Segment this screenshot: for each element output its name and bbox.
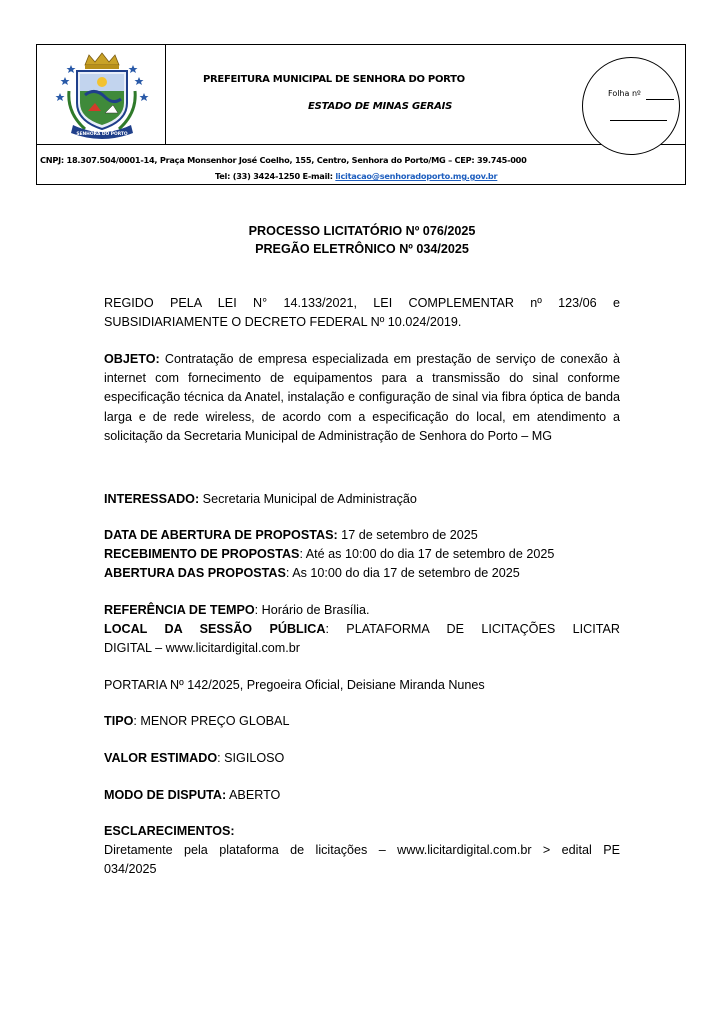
phone-text: Tel: (33) 3424-1250 E-mail: [215,171,336,181]
regido-line-1: REGIDO PELA LEI N° 14.133/2021, LEI COMPLEMENTAR nº 123/06 e [104,296,620,310]
interessado-value: Secretaria Municipal de Administração [199,492,417,506]
valor-label: VALOR ESTIMADO [104,751,218,765]
esclarecimentos-line-2: 034/2025 [104,862,157,877]
local-line-2: DIGITAL – www.licitardigital.com.br [104,641,300,656]
valor-line [104,749,620,768]
regido-paragraph [104,294,620,332]
interessado-label: INTERESSADO: [104,492,200,506]
tipo-line [104,712,620,731]
abertura-line [104,526,620,545]
valor-value: : SIGILOSO [217,751,285,765]
abertura-propostas-value: : As 10:00 do dia 17 de setembro de 2025 [285,566,520,581]
portaria-line: PORTARIA Nº 142/2025, Pregoeira Oficial, Deisiane Miranda Nunes [104,678,485,692]
logo-cell [37,45,166,144]
letterhead [36,44,686,185]
tipo-label: TIPO [104,714,134,728]
letterhead-divider [37,144,685,145]
interessado-line [104,490,620,509]
cnpj-address-line: CNPJ: 18.307.504/0001-14, Praça Monsenhor José Coelho, 155, Centro, Senhora do Porto/MG – CEP: 39.745-000 [40,155,527,165]
objeto-text: Contratação de empresa especializada em prestação de serviço de conexão à internet com fornecimento de equipamentos para a transmissão do sinal conforme especificação técnica da Anatel, instalação e configuração de sinal via fibra óptica de banda larga e de rede wireless, de acordo com a especificação do local, em atendimento a solicitação da Secretaria Municipal de Administração de Senhora do Porto – MG [104,352,620,443]
recebimento-line [104,545,620,564]
local-value: : PLATAFORMA DE LICITAÇÕES LICITAR [325,622,620,637]
seal-ribbon-text: SENHORA DO PORTO [76,132,128,137]
auction-title: PREGÃO ELETRÔNICO Nº 034/2025 [255,242,469,256]
municipal-seal-icon [55,51,149,139]
abertura-propostas-line [104,564,620,583]
referencia-line [104,601,620,620]
referencia-local-block [104,601,620,659]
esclarecimentos-label: ESCLARECIMENTOS: [104,824,235,838]
modo-line [104,786,620,805]
folha-label: Folha nº [608,89,641,98]
folha-signature-line [610,120,667,121]
folha-number-line [646,99,674,100]
abertura-propostas-label: ABERTURA DAS PROPOSTAS [104,566,286,581]
email-link[interactable]: licitacao@senhoradoporto.mg.gov.br [335,171,498,181]
esclarecimentos-block [104,822,620,880]
local-line-1 [104,620,620,639]
objeto-label: OBJETO: [104,352,160,366]
recebimento-value: : Até as 10:00 do dia 17 de setembro de 2025 [299,547,555,562]
regido-line-2: SUBSIDIARIAMENTE O DECRETO FEDERAL Nº 10.024/2019. [104,315,462,330]
government-name: PREFEITURA MUNICIPAL DE SENHORA DO PORTO [203,74,465,85]
esclarecimentos-label-line [104,822,620,841]
modo-value: ABERTO [226,788,281,802]
abertura-value: 17 de setembro de 2025 [337,528,478,542]
referencia-value: : Horário de Brasília. [254,603,370,617]
folha-stamp [582,57,680,155]
dates-block [104,526,620,584]
abertura-label: DATA DE ABERTURA DE PROPOSTAS: [104,528,338,542]
esclarecimentos-line-1: Diretamente pela plataforma de licitações – www.licitardigital.com.br > edital PE [104,843,620,858]
process-title: PROCESSO LICITATÓRIO Nº 076/2025 [248,224,476,238]
tipo-value: : MENOR PREÇO GLOBAL [133,714,290,728]
local-label: LOCAL DA SESSÃO PÚBLICA [104,622,326,637]
contact-line [215,171,497,181]
referencia-label: REFERÊNCIA DE TEMPO [104,603,255,617]
modo-label: MODO DE DISPUTA: [104,788,227,802]
recebimento-label: RECEBIMENTO DE PROPOSTAS [104,547,300,562]
state-name: ESTADO DE MINAS GERAIS [308,101,453,112]
objeto-paragraph [104,350,620,446]
